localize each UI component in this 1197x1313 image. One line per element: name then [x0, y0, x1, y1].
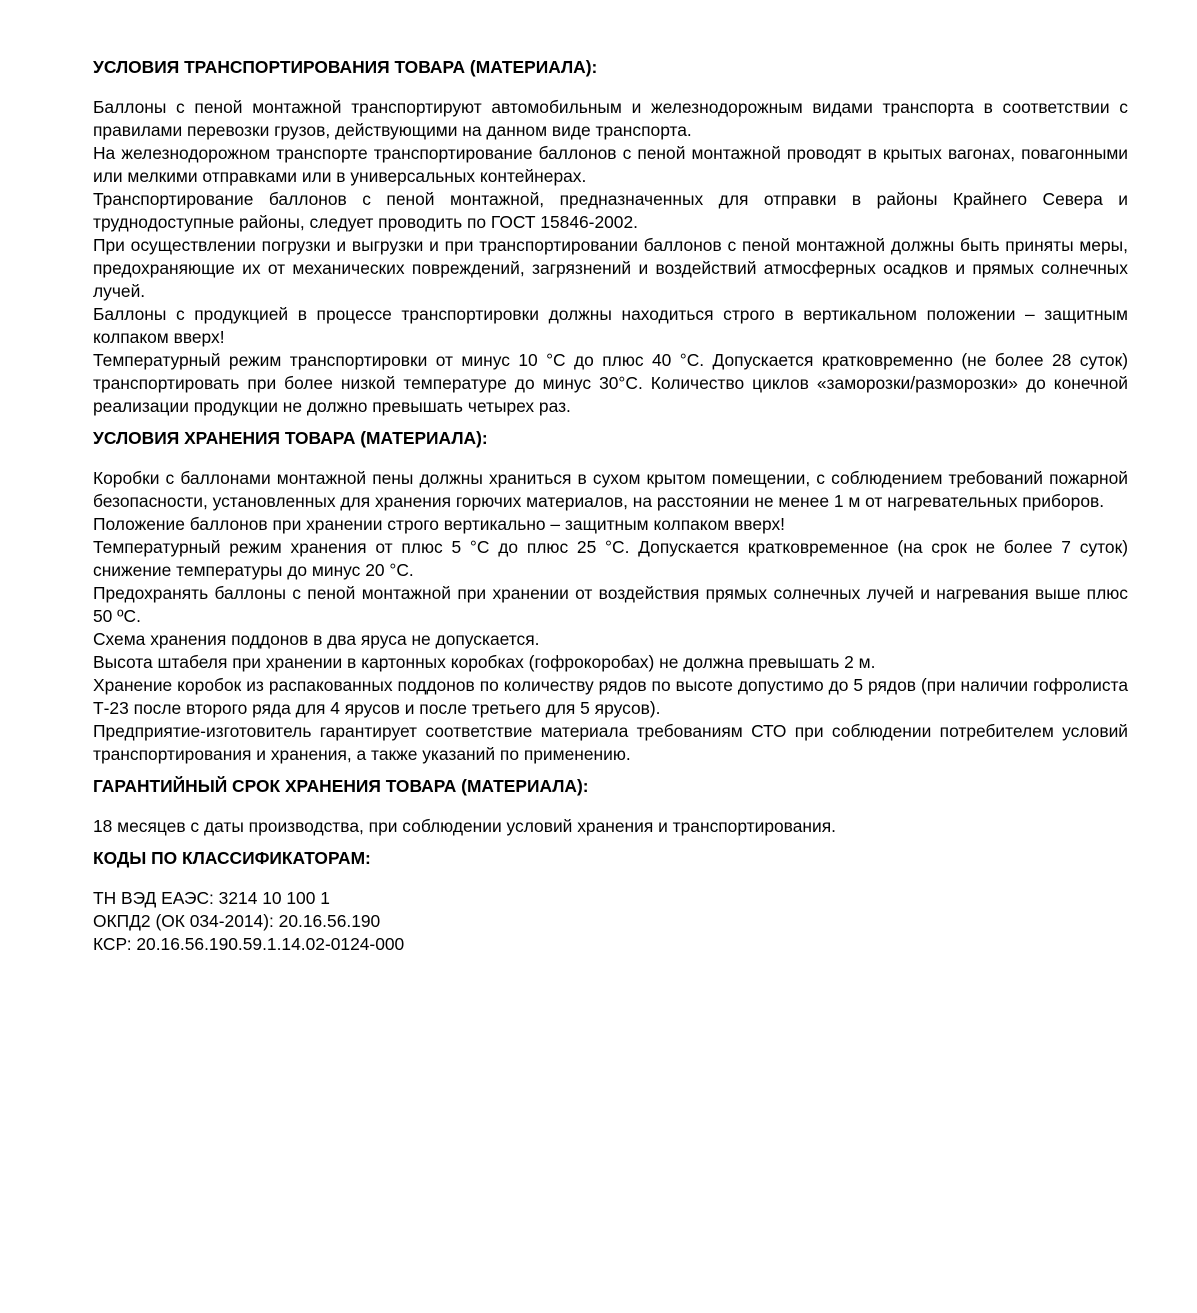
storage-paragraph-7: Хранение коробок из распакованных поддонов по количеству рядов по высоте допустимо до 5 рядов (при наличии гофролиста Т-23 после второго ряда для 4 ярусов и после третьего для 5 ярусов).	[93, 675, 1128, 718]
document-page	[93, 56, 1128, 956]
transport-paragraph-1: Баллоны с пеной монтажной транспортируют автомобильным и железнодорожным видами транспорта в соответствии с правилами перевозки грузов, действующими на данном виде транспорта.	[93, 97, 1128, 140]
heading-warranty-period: ГАРАНТИЙНЫЙ СРОК ХРАНЕНИЯ ТОВАРА (МАТЕРИАЛА):	[93, 776, 589, 796]
storage-paragraph-4: Предохранять баллоны с пеной монтажной при хранении от воздействия прямых солнечных лучей и нагревания выше плюс 50 ºС.	[93, 583, 1128, 626]
transport-paragraph-6: Температурный режим транспортировки от минус 10 °С до плюс 40 °С. Допускается кратковременно (не более 28 суток) транспортировать при более низкой температуре до минус 30°С. Количество циклов «заморозки/разморозки» до конечной реализации продукции не должно превышать четырех раз.	[93, 350, 1128, 416]
transport-paragraph-5: Баллоны с продукцией в процессе транспортировки должны находиться строго в вертикальном положении – защитным колпаком вверх!	[93, 304, 1128, 347]
transport-paragraph-4: При осуществлении погрузки и выгрузки и при транспортировании баллонов с пеной монтажной должны быть приняты меры, предохраняющие их от механических повреждений, загрязнений и воздействий атмосферных осадков и прямых солнечных лучей.	[93, 235, 1128, 301]
heading-transport-conditions: УСЛОВИЯ ТРАНСПОРТИРОВАНИЯ ТОВАРА (МАТЕРИАЛА):	[93, 57, 598, 77]
storage-paragraph-5: Схема хранения поддонов в два яруса не допускается.	[93, 629, 540, 649]
heading-storage-conditions: УСЛОВИЯ ХРАНЕНИЯ ТОВАРА (МАТЕРИАЛА):	[93, 428, 488, 448]
storage-paragraph-2: Положение баллонов при хранении строго вертикально – защитным колпаком вверх!	[93, 514, 785, 534]
code-okpd2: ОКПД2 (ОК 034-2014): 20.16.56.190	[93, 911, 381, 931]
storage-paragraph-1: Коробки с баллонами монтажной пены должны храниться в сухом крытом помещении, с соблюдением требований пожарной безопасности, установленных для хранения горючих материалов, на расстоянии не менее 1 м от нагревательных приборов.	[93, 468, 1128, 511]
storage-paragraph-6: Высота штабеля при хранении в картонных коробках (гофрокоробах) не должна превышать 2 м.	[93, 652, 876, 672]
classifier-codes-body	[93, 887, 1128, 956]
code-tn-ved: ТН ВЭД ЕАЭС: 3214 10 100 1	[93, 888, 330, 908]
storage-conditions-body	[93, 467, 1128, 766]
storage-paragraph-8: Предприятие-изготовитель гарантирует соответствие материала требованиям СТО при соблюдении потребителем условий транспортирования и хранения, а также указаний по применению.	[93, 721, 1128, 764]
storage-paragraph-3: Температурный режим хранения от плюс 5 °С до плюс 25 °С. Допускается кратковременное (на срок не более 7 суток) снижение температуры до минус 20 °С.	[93, 537, 1128, 580]
transport-conditions-body	[93, 96, 1128, 418]
transport-paragraph-3: Транспортирование баллонов с пеной монтажной, предназначенных для отправки в районы Крайнего Севера и труднодоступные районы, следует проводить по ГОСТ 15846-2002.	[93, 189, 1128, 232]
warranty-period-body	[93, 815, 1128, 838]
code-ksr: КСР: 20.16.56.190.59.1.14.02-0124-000	[93, 934, 405, 954]
transport-paragraph-2: На железнодорожном транспорте транспортирование баллонов с пеной монтажной проводят в крытых вагонах, повагонными или мелкими отправками или в универсальных контейнерах.	[93, 143, 1128, 186]
heading-classifier-codes: КОДЫ ПО КЛАССИФИКАТОРАМ:	[93, 848, 371, 868]
warranty-paragraph-1: 18 месяцев с даты производства, при соблюдении условий хранения и транспортирования.	[93, 816, 836, 836]
